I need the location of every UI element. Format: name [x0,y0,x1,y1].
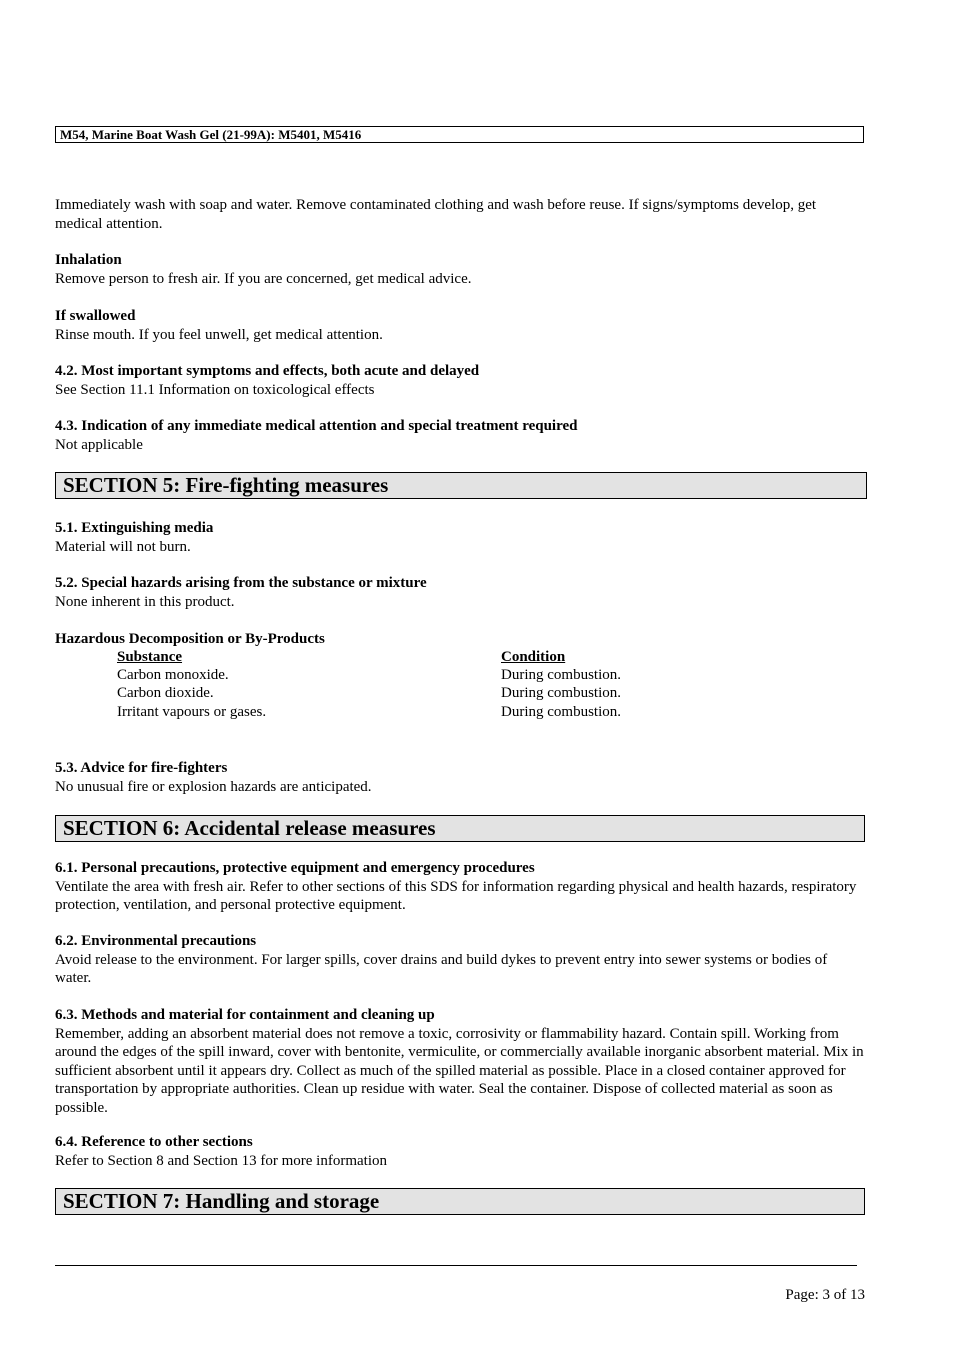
subsection-4-3 [55,417,865,454]
subsection-5-1-title: 5.1. Extinguishing media [55,520,214,536]
subsection-6-2-text: Avoid release to the environment. For larger spills, cover drains and build dykes to prevent entry into sewer systems or bodies of water. [55,951,828,986]
swallowed-title: If swallowed [55,308,136,324]
decomposition-substance: Carbon dioxide. [117,685,214,701]
substance-column-header: Substance [117,649,183,665]
decomposition-substance: Carbon monoxide. [117,667,229,683]
footer-divider [55,1265,857,1266]
subsection-6-3-title: 6.3. Methods and material for containment and cleaning up [55,1007,435,1023]
subsection-5-3 [55,759,865,796]
subsection-5-1 [55,519,865,556]
decomposition-condition: During combustion. [501,685,621,701]
subsection-6-4 [55,1133,865,1170]
subsection-6-1 [55,859,865,915]
section-6-heading: SECTION 6: Accidental release measures [55,815,865,842]
inhalation-block [55,251,865,288]
subsection-6-3-text: Remember, adding an absorbent material does not remove a toxic, corrosivity or flammability hazard. Contain spill. Working from around the edges of the spill inward, cover with bentonite, vermiculite, or commercially available inorganic absorbent material. Mix in sufficient absorbent until it appears dry. Collect as much of the spilled material as possible. Place in a closed container approved for transportation by appropriate authorities. Clean up residue with water. Seal the container. Dispose of collected material as soon as possible. [55,1025,864,1116]
subsection-4-2-title: 4.2. Most important symptoms and effects, both acute and delayed [55,363,480,379]
subsection-5-3-title: 5.3. Advice for fire-fighters [55,760,228,776]
swallowed-block [55,307,865,344]
decomposition-title: Hazardous Decomposition or By-Products [55,631,325,647]
skin-contact-text: Immediately wash with soap and water. Remove contaminated clothing and wash before reuse. If signs/symptoms develop, get medical attention. [55,197,817,232]
subsection-5-2 [55,574,865,611]
subsection-5-2-text: None inherent in this product. [55,593,235,610]
subsection-4-2 [55,362,865,399]
decomposition-substance: Irritant vapours or gases. [117,704,267,720]
decomposition-condition: During combustion. [501,667,621,683]
subsection-5-2-title: 5.2. Special hazards arising from the substance or mixture [55,575,427,591]
subsection-5-3-text: No unusual fire or explosion hazards are anticipated. [55,778,372,795]
subsection-6-2-title: 6.2. Environmental precautions [55,933,257,949]
condition-column-header: Condition [501,649,566,665]
page-number: Page: 3 of 13 [785,1287,865,1303]
swallowed-text: Rinse mouth. If you feel unwell, get medical attention. [55,326,383,343]
inhalation-text: Remove person to fresh air. If you are concerned, get medical advice. [55,270,472,287]
section-5-heading: SECTION 5: Fire-fighting measures [55,472,867,499]
decomposition-condition: During combustion. [501,704,621,720]
document-header: M54, Marine Boat Wash Gel (21-99A): M5401, M5416 [55,126,864,143]
subsection-6-2 [55,932,865,988]
subsection-4-3-title: 4.3. Indication of any immediate medical attention and special treatment required [55,418,578,434]
subsection-4-3-text: Not applicable [55,436,143,453]
subsection-6-4-title: 6.4. Reference to other sections [55,1134,253,1150]
subsection-6-1-title: 6.1. Personal precautions, protective equipment and emergency procedures [55,860,535,876]
subsection-5-1-text: Material will not burn. [55,538,191,555]
subsection-6-4-text: Refer to Section 8 and Section 13 for more information [55,1152,387,1169]
inhalation-title: Inhalation [55,252,122,268]
subsection-6-3 [55,1006,865,1117]
subsection-6-1-text: Ventilate the area with fresh air. Refer to other sections of this SDS for information regarding physical and health hazards, respiratory protection, ventilation, and personal protective equipment. [55,878,857,913]
section-7-heading: SECTION 7: Handling and storage [55,1188,865,1215]
subsection-4-2-text: See Section 11.1 Information on toxicological effects [55,381,375,398]
